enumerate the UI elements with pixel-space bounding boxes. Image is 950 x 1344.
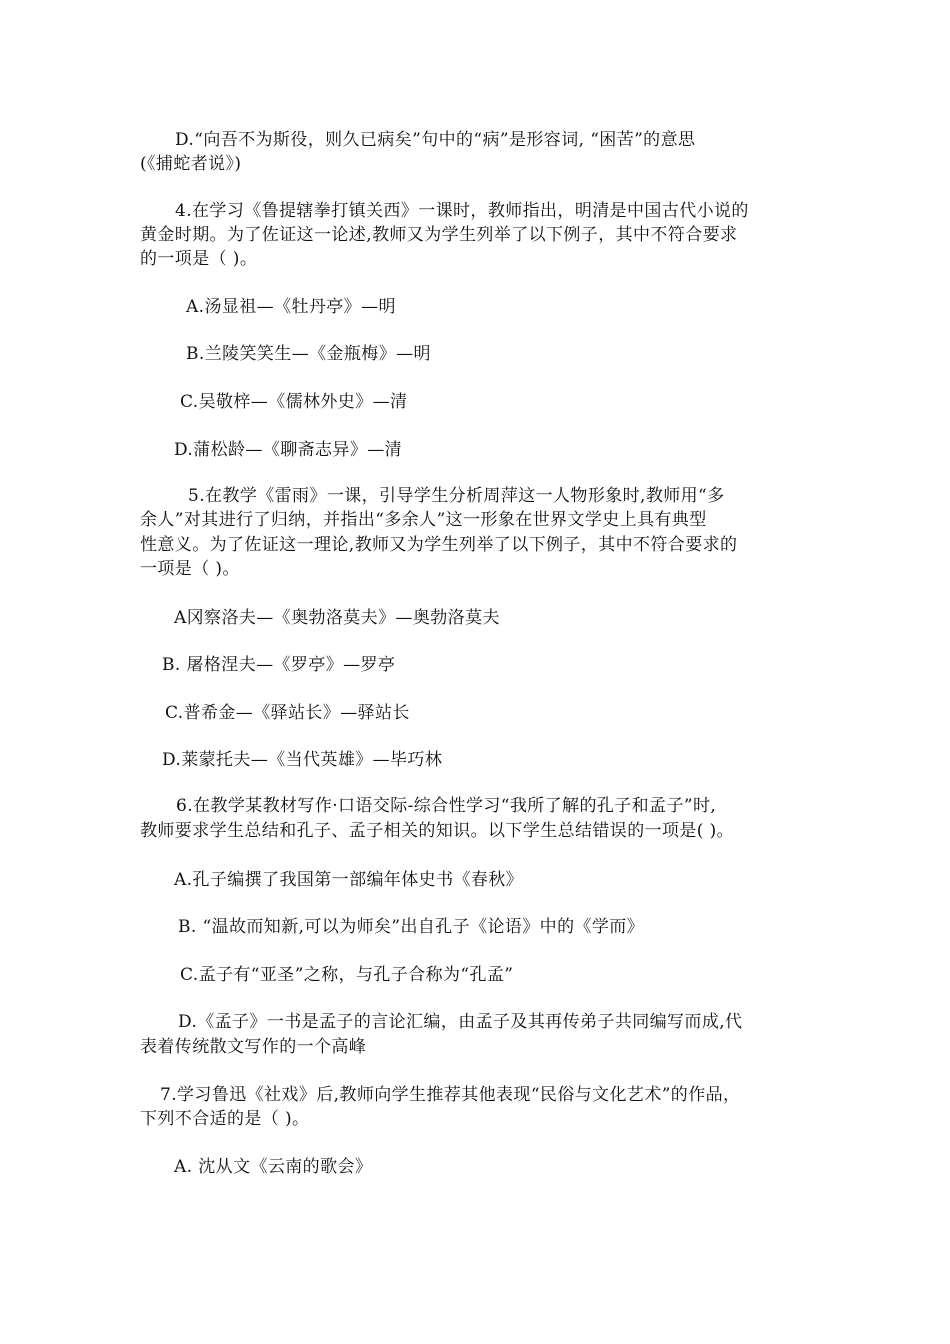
q5-stem-line3: 性意义。为了佐证这一理论,教师又为学生列举了以下例子，其中不符合要求的: [140, 535, 738, 555]
q5-option-b: B. 屠格涅夫—《罗亭》—罗亭: [162, 655, 396, 675]
q6-stem-line1: 6.在教学某教材写作·口语交际-综合性学习“我所了解的孔子和孟子”时,: [176, 796, 717, 816]
q4-option-d: D.蒲松龄—《聊斋志异》—清: [174, 440, 403, 460]
q3-option-d-line1: D.“向吾不为斯役，则久已病矣”句中的“病”是形容词, “困苦”的意思: [175, 130, 696, 150]
q4-option-b: B.兰陵笑笑生—《金瓶梅》—明: [186, 344, 431, 364]
q6-option-d-line2: 表着传统散文写作的一个高峰: [140, 1037, 367, 1057]
q6-option-a: A.孔子编撰了我国第一部编年体史书《春秋》: [174, 870, 524, 890]
q6-option-d-line1: D.《孟子》一书是孟子的言论汇编，由孟子及其再传弟子共同编写而成,代: [178, 1012, 743, 1032]
q7-stem-line1: 7.学习鲁迅《社戏》后,教师向学生推荐其他表现“民俗与文化艺术”的作品，: [160, 1085, 741, 1105]
q7-stem-line2: 下列不合适的是（ )。: [140, 1109, 310, 1129]
q4-option-a: A.汤显祖—《牡丹亭》—明: [186, 297, 396, 317]
q3-option-d-line2: (《捕蛇者说》): [140, 154, 242, 174]
q4-stem-line2: 黄金时期。为了佐证这一论述,教师又为学生列举了以下例子，其中不符合要求: [140, 225, 738, 245]
q4-stem-line3: 的一项是（ )。: [140, 249, 258, 269]
q5-stem-line4: 一项是（ )。: [140, 559, 240, 579]
q6-stem-line2: 教师要求学生总结和孔子、孟子相关的知识。以下学生总结错误的一项是( )。: [140, 821, 735, 841]
q5-option-a: A冈察洛夫—《奥勃洛莫夫》—奥勃洛莫夫: [174, 608, 500, 628]
q5-option-c: C.普希金—《驿站长》—驿站长: [165, 703, 410, 723]
q7-option-a: A. 沈从文《云南的歌会》: [174, 1157, 373, 1177]
q4-option-c: C.吴敬梓—《儒林外史》—清: [180, 392, 408, 412]
q5-stem-line1: 5.在教学《雷雨》一课，引导学生分析周萍这一人物形象时,教师用“多: [188, 486, 725, 506]
q4-stem-line1: 4.在学习《鲁提辖拳打镇关西》一课时，教师指出，明清是中国古代小说的: [175, 201, 749, 221]
q6-option-c: C.孟子有“亚圣”之称，与孔子合称为“孔孟”: [180, 965, 514, 985]
q5-stem-line2: 余人”对其进行了归纳，并指出“多余人”这一形象在世界文学史上具有典型: [140, 510, 707, 530]
q5-option-d: D.莱蒙托夫—《当代英雄》—毕巧林: [162, 750, 443, 770]
q6-option-b: B. “温故而知新,可以为师矣”出自孔子《论语》中的《学而》: [178, 917, 645, 937]
